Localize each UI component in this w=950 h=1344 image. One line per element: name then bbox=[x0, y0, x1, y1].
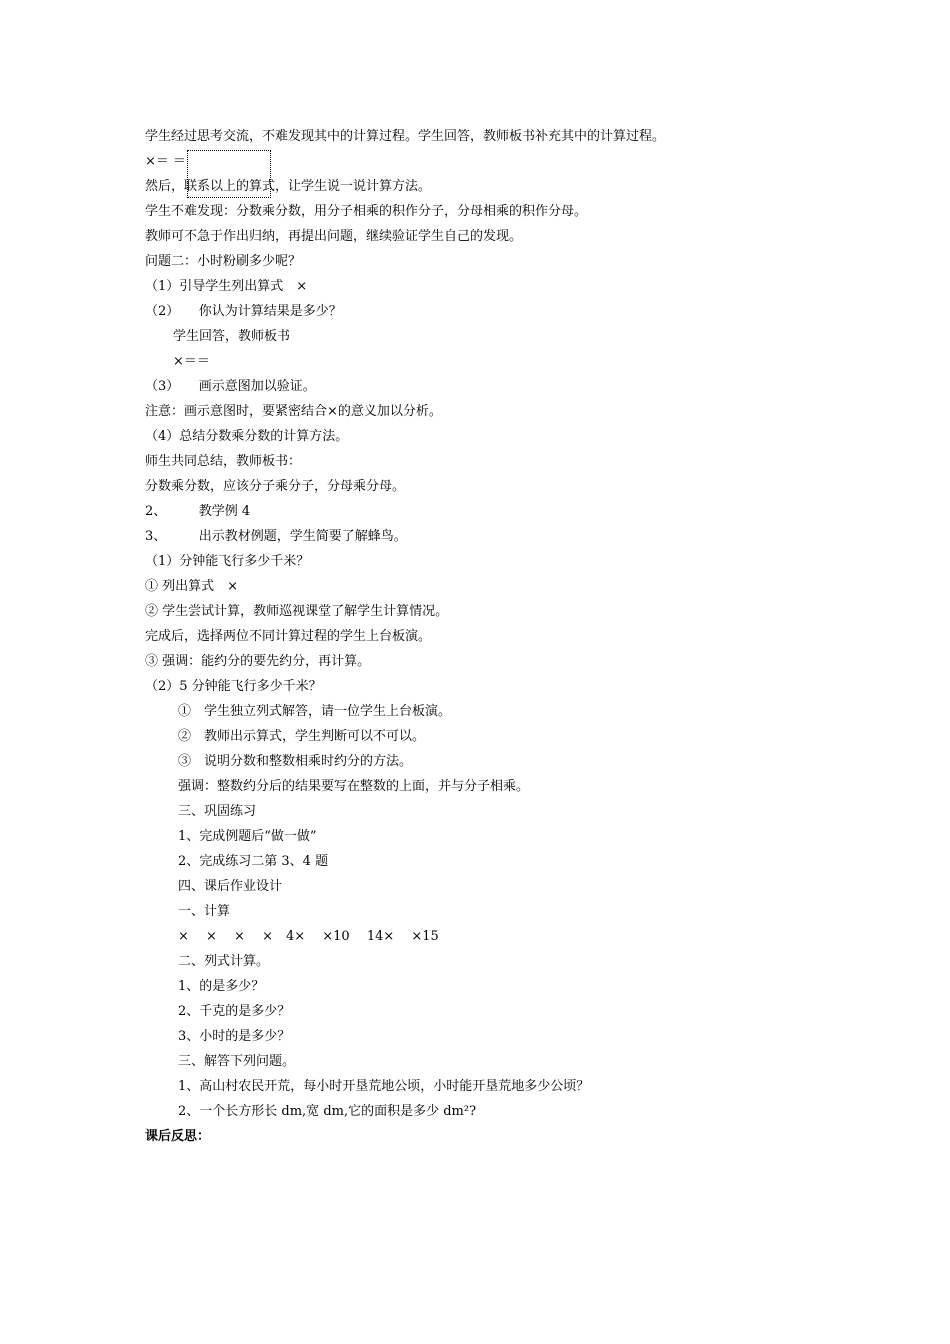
paragraph-line: 师生共同总结，教师板书： bbox=[145, 454, 302, 469]
paragraph-line: 3、小时的是多少？ bbox=[178, 1029, 291, 1044]
paragraph-line: ① 列出算式 × bbox=[145, 579, 239, 594]
paragraph-line: 完成后，选择两位不同计算过程的学生上台板演。 bbox=[145, 629, 432, 644]
paragraph-line: 然后，联系以上的算式，让学生说一说计算方法。 bbox=[145, 179, 432, 194]
section-heading: 三、解答下列问题。 bbox=[178, 1054, 296, 1069]
paragraph-line: （1）引导学生列出算式 × bbox=[145, 279, 308, 294]
paragraph-line: ② 学生尝试计算，教师巡视课堂了解学生计算情况。 bbox=[145, 604, 449, 619]
section-heading: 一、计算 bbox=[178, 904, 231, 919]
formula-line: ×＝ ＝ bbox=[145, 154, 187, 169]
section-heading: 三、巩固练习 bbox=[178, 804, 257, 819]
paragraph-line: （1）分钟能飞行多少千米？ bbox=[145, 554, 310, 569]
paragraph-line: 问题二：小时粉刷多少呢？ bbox=[145, 254, 302, 269]
paragraph-line: ③ 强调：能约分的要先约分，再计算。 bbox=[145, 654, 371, 669]
paragraph-line: （2） 你认为计算结果是多少？ bbox=[145, 304, 342, 319]
paragraph-line: 分数乘分数，应该分子乘分子，分母乘分母。 bbox=[145, 479, 406, 494]
paragraph-line: 学生经过思考交流，不难发现其中的计算过程。学生回答，教师板书补充其中的计算过程。 bbox=[145, 129, 666, 144]
section-heading: 二、列式计算。 bbox=[178, 954, 270, 969]
paragraph-line: 2、一个长方形长 dm,宽 dm,它的面积是多少 dm²? bbox=[178, 1104, 477, 1119]
paragraph-line: ① 学生独立列式解答，请一位学生上台板演。 bbox=[178, 704, 452, 719]
paragraph-line: 2、完成练习二第 3、4 题 bbox=[178, 854, 329, 869]
paragraph-line: 强调：整数约分后的结果要写在整数的上面，并与分子相乘。 bbox=[178, 779, 530, 794]
formula-line: × × × × 4× ×10 14× ×15 bbox=[178, 929, 439, 944]
paragraph-line: （2）5 分钟能飞行多少千米？ bbox=[145, 679, 322, 694]
paragraph-line: 学生回答，教师板书 bbox=[173, 329, 291, 344]
paragraph-line: ③ 说明分数和整数相乘时约分的方法。 bbox=[178, 754, 413, 769]
paragraph-line: ② 教师出示算式，学生判断可以不可以。 bbox=[178, 729, 426, 744]
paragraph-line: 1、高山村农民开荒，每小时开垦荒地公顷，小时能开垦荒地多少公顷？ bbox=[178, 1079, 590, 1094]
paragraph-line: （3） 画示意图加以验证。 bbox=[145, 379, 316, 394]
paragraph-line: 2、千克的是多少？ bbox=[178, 1004, 291, 1019]
paragraph-line: （4）总结分数乘分数的计算方法。 bbox=[145, 429, 349, 444]
paragraph-line: 教师可不急于作出归纳，再提出问题，继续验证学生自己的发现。 bbox=[145, 229, 523, 244]
paragraph-line: 3、 出示教材例题，学生简要了解蜂鸟。 bbox=[145, 529, 407, 544]
paragraph-line: 2、 教学例 4 bbox=[145, 504, 251, 519]
paragraph-line: 1、的是多少？ bbox=[178, 979, 265, 994]
section-heading: 四、课后作业设计 bbox=[178, 879, 283, 894]
formula-line: ×＝＝ bbox=[173, 354, 210, 369]
paragraph-line: 学生不难发现：分数乘分数，用分子相乘的积作分子，分母相乘的积作分母。 bbox=[145, 204, 588, 219]
paragraph-line: 1、完成例题后“做一做” bbox=[178, 829, 317, 844]
paragraph-line: 注意：画示意图时，要紧密结合×的意义加以分析。 bbox=[145, 404, 442, 419]
reflection-heading: 课后反思： bbox=[145, 1129, 211, 1144]
